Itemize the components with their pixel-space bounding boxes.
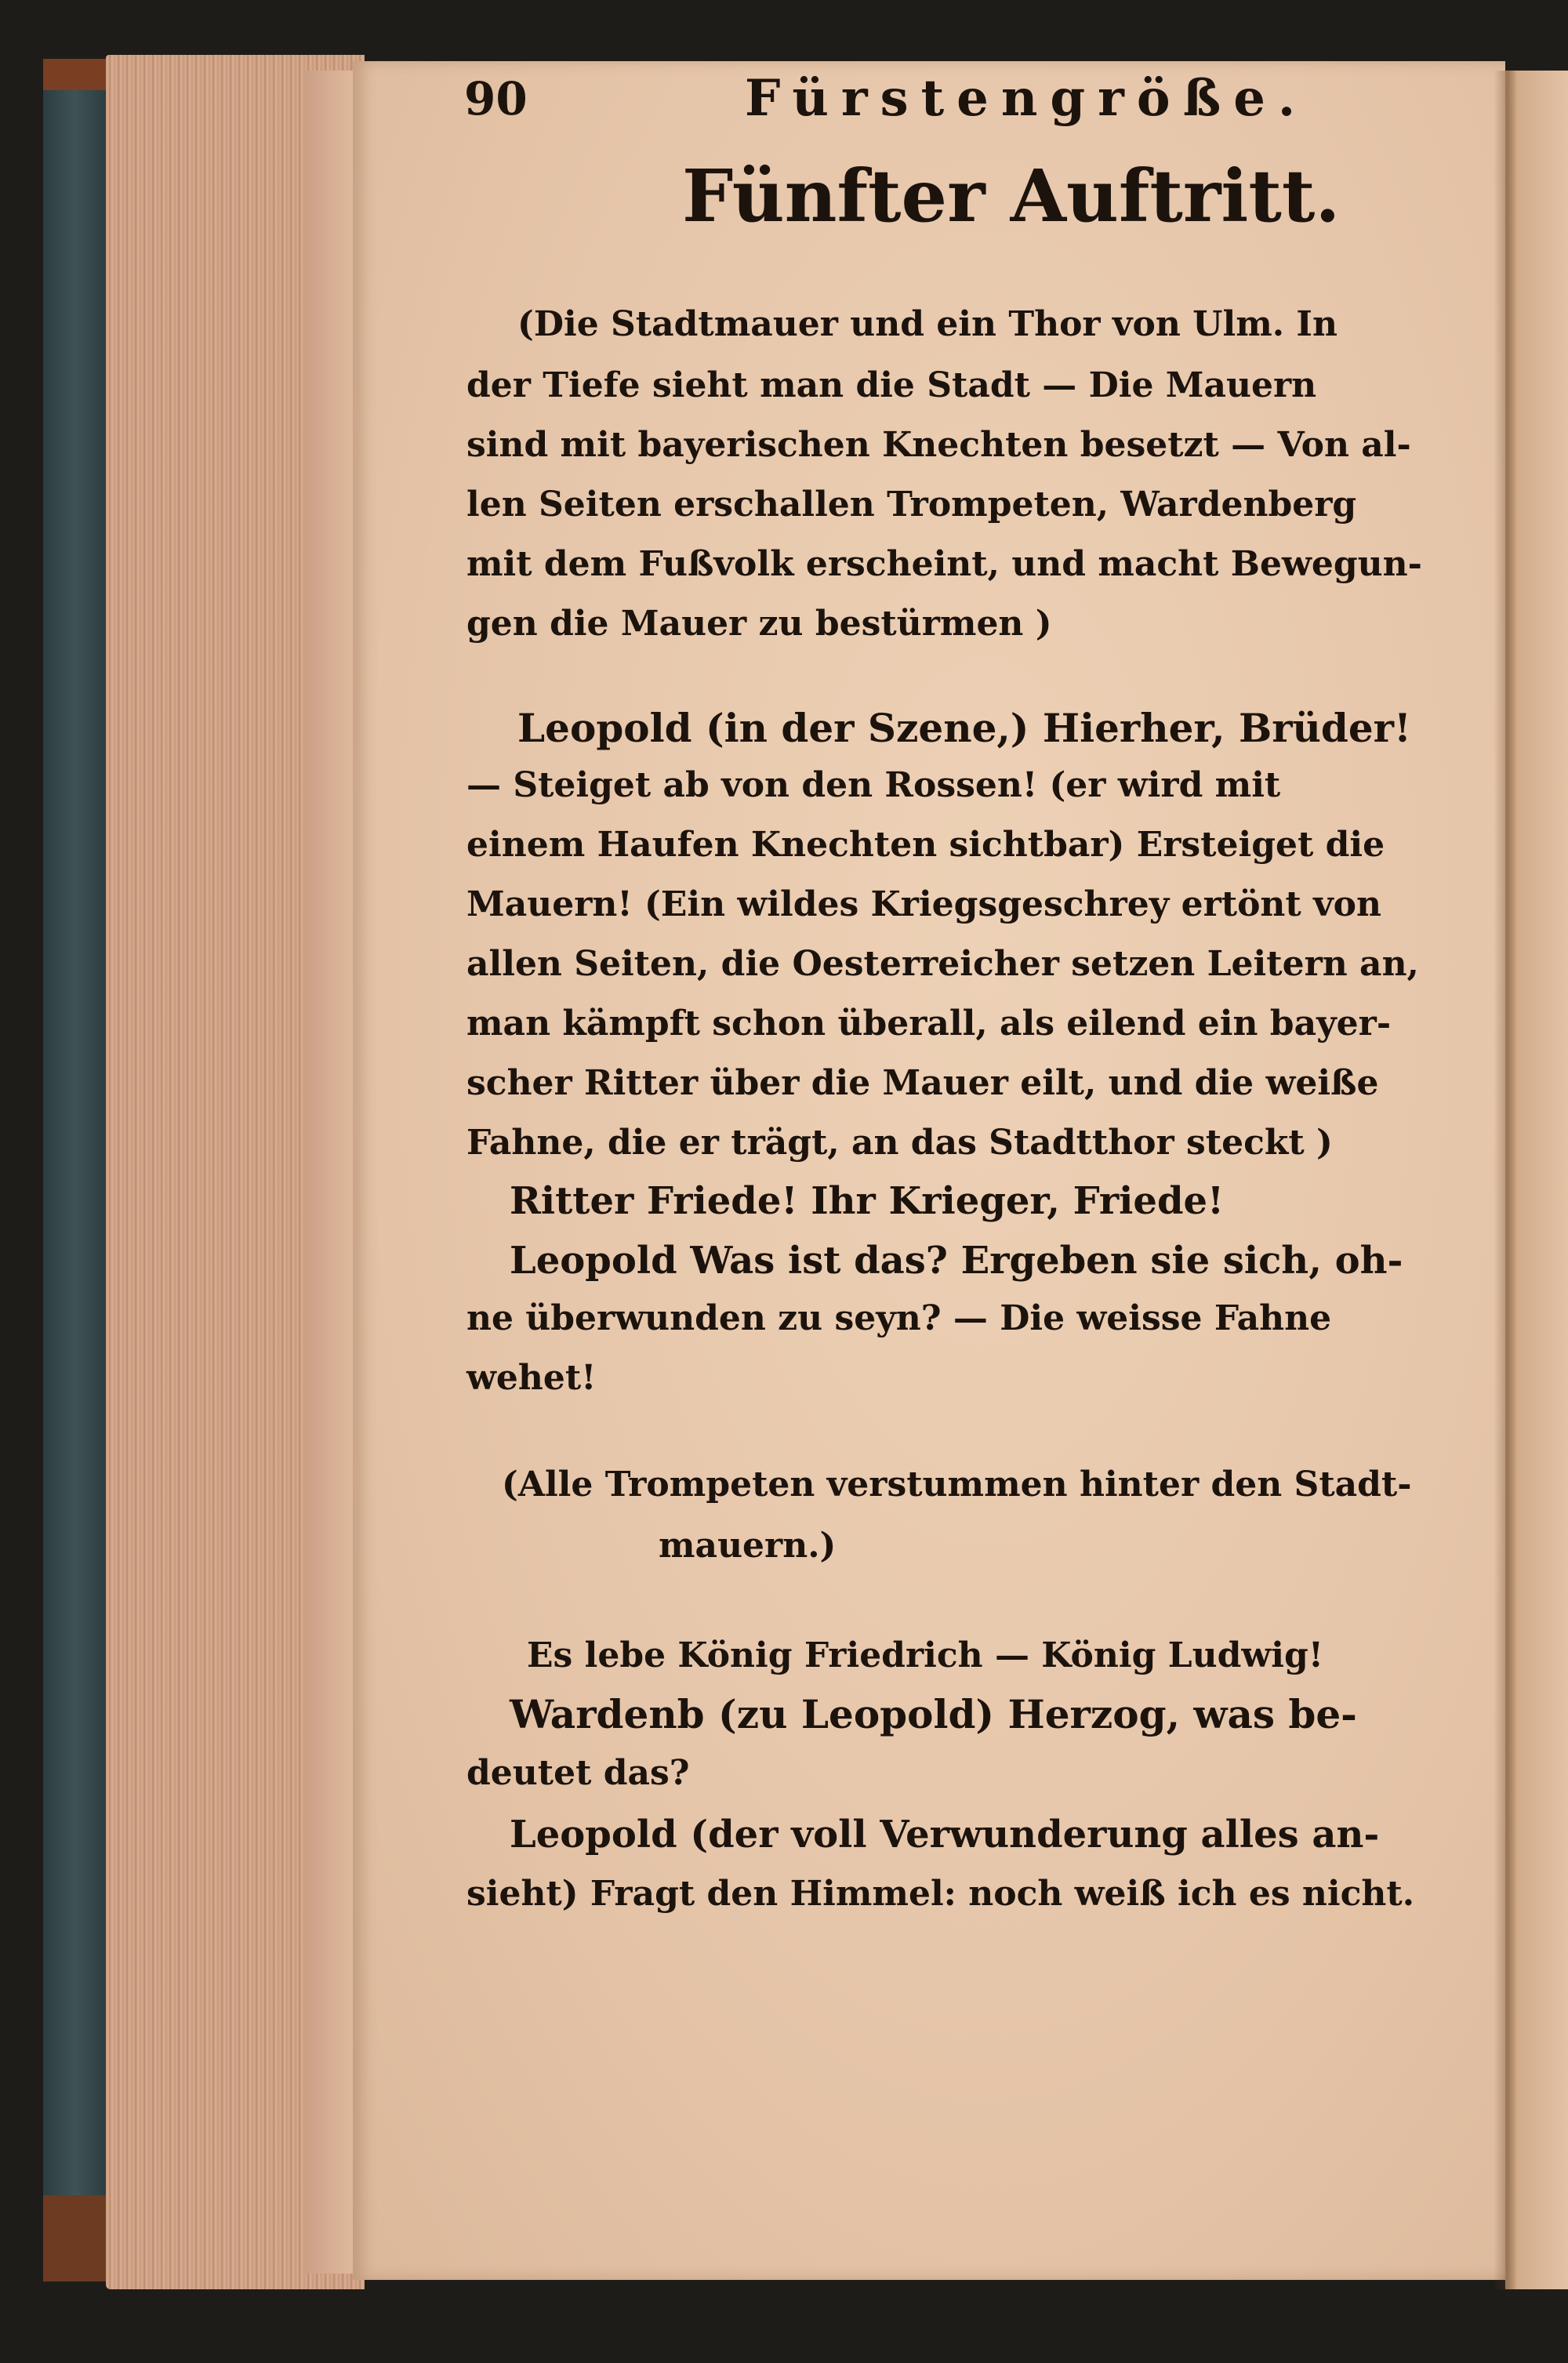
stage-direction: mauern.) xyxy=(659,1526,837,1566)
text-line: man kämpft schon überall, als eilend ein bayer- xyxy=(466,1004,1392,1044)
text-line: sind mit bayerischen Knechten besetzt — Von al- xyxy=(466,425,1411,465)
running-head: Fürstengröße. xyxy=(745,69,1308,128)
text-line: allen Seiten, die Oesterreicher setzen Leitern an, xyxy=(466,944,1419,984)
text-line: Es lebe König Friedrich — König Ludwig! xyxy=(527,1635,1324,1675)
text-line: Fahne, die er trägt, an das Stadtthor steckt ) xyxy=(466,1123,1333,1163)
gutter-shadow xyxy=(1494,71,1517,2289)
speaker-line: Wardenb (zu Leopold) Herzog, was be- xyxy=(510,1691,1357,1737)
book-cover xyxy=(43,59,114,2278)
speaker-line: Leopold Was ist das? Ergeben sie sich, oh- xyxy=(510,1239,1403,1283)
text-line: Mauern! (Ein wildes Kriegsgeschrey ertönt von xyxy=(466,884,1381,924)
text-line: scher Ritter über die Mauer eilt, und die weiße xyxy=(466,1063,1379,1103)
page-number: 90 xyxy=(464,72,528,125)
scene-title: Fünfter Auftritt. xyxy=(682,154,1341,238)
text-line: wehet! xyxy=(466,1358,597,1398)
text-line: mit dem Fußvolk erscheint, und macht Bewegun- xyxy=(466,544,1422,584)
text-line: len Seiten erschallen Trompeten, Wardenberg xyxy=(466,485,1357,525)
stage-direction: (Alle Trompeten verstummen hinter den Stadt- xyxy=(502,1465,1412,1505)
text-line: ne überwunden zu seyn? — Die weisse Fahne xyxy=(466,1298,1332,1338)
text-line: einem Haufen Knechten sichtbar) Ersteiget die xyxy=(466,825,1385,865)
text-line: deutet das? xyxy=(466,1753,690,1793)
text-line: sieht) Fragt den Himmel: noch weiß ich es nicht. xyxy=(466,1874,1415,1914)
speaker-line: Ritter Friede! Ihr Krieger, Friede! xyxy=(510,1179,1225,1223)
speaker-line: Leopold (in der Szene,) Hierher, Brüder! xyxy=(517,705,1411,751)
text-line: gen die Mauer zu bestürmen ) xyxy=(466,604,1052,644)
text-line: der Tiefe sieht man die Stadt — Die Mauern xyxy=(466,365,1317,405)
text-line: (Die Stadtmauer und ein Thor von Ulm. In xyxy=(517,304,1338,344)
text-line: — Steiget ab von den Rossen! (er wird mit xyxy=(466,765,1281,805)
speaker-line: Leopold (der voll Verwunderung alles an- xyxy=(510,1813,1380,1857)
